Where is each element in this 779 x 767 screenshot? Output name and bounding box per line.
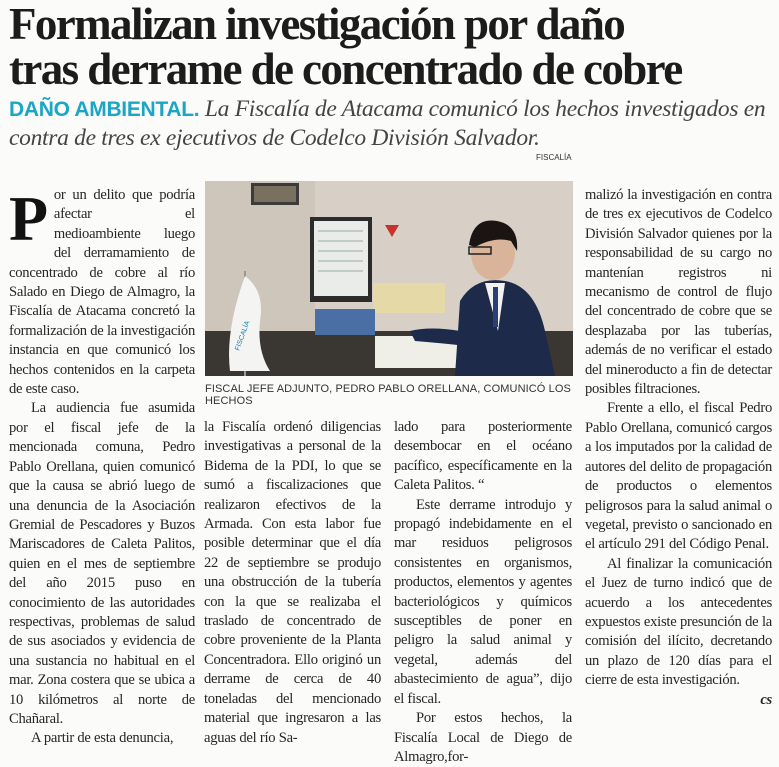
paragraph-2: La audiencia fue asumida por el fiscal jefe de la mencionada comuna, Pedro Pablo Orellana, quien comunicó que la causa se abrió luego de una denuncia de la Asociación Gremial de Pescadores y Buzos Mariscadores de Caleta Palitos, quien en el mes de septiembre del año 2015 puso en conocimiento de las autoridades respectivas, problemas de salud de sus asociados y evidencia de una sustancia no habitual en el mar. Zona costera que se ubica a 10 kilómetros al norte de Chañaral. <box>9 400 195 727</box>
lead-paragraph <box>9 95 771 152</box>
paragraph-5-start: Por estos hechos, la Fiscalía Local de Diego de Almagro,for- <box>394 710 572 765</box>
paragraph-5-continued: malizó la investigación en contra de tres ex ejecutivos de Codelco División Salvador quienes por la responsabilidad de su cargo no mantenían registros ni mecanismo de control de flujo del concentrado de cobre que se desplazaba por las tuberías, además de no verificar el estado del mineroducto a fin de detectar posibles filtraciones. <box>585 187 772 398</box>
photo-caption: FISCAL JEFE ADJUNTO, PEDRO PABLO ORELLANA, COMUNICÓ LOS HECHOS <box>205 383 571 407</box>
paragraph-3-start: A partir de esta denuncia, <box>31 730 174 747</box>
paragraph-3-continued: la Fiscalía ordenó diligencias investigativas a personal de la Bidema de la PDI, lo que se sumó a fiscalizaciones que realizaron efectivos de la Armada. Con esta labor fue posible determinar que el día 22 de septiembre se produjo una obstrucción de la tubería con la que se realizaba el traslado de concentrado de cobre proveniente de la Planta Concentradora. Ello originó un derrame de cerca de 40 toneladas del mencionado material que ingresaron a las aguas del río Sa- <box>204 419 381 746</box>
article-column-2 <box>204 418 381 748</box>
paragraph-6: Frente a ello, el fiscal Pedro Pablo Orellana, comunicó cargos a los imputados por la calidad de autores del delito de propagación de productos o elementos peligrosos para la salud animal o vegetal, previsto o sancionado en el artículo 291 del Código Penal. <box>585 400 772 553</box>
drop-cap: P <box>9 183 48 254</box>
photo-credit: FISCALÍA <box>536 153 572 162</box>
paragraph-7: Al finalizar la comunicación el Juez de turno indicó que de acuerdo a los antecedentes expuestos existe presunción de la comisión del ilícito, decretando un plazo de 120 días para el cierre de esta investigación. <box>585 555 772 689</box>
paragraph-3-end: lado para posteriormente desembocar en el océano pacífico, específicamente en la Caleta Palitos. “ <box>394 419 572 494</box>
article-column-1 <box>9 183 195 749</box>
paragraph-4: Este derrame introdujo y propagó indebidamente en el mar residuos peligrosos consistentes en organismos, productos, elementos y agentes bacteriológicos y químicos susceptibles de poner en peligro la salud animal y vegetal, además del abastecimiento de agua”, dijo el fiscal. <box>394 496 572 707</box>
end-mark: cs <box>760 691 772 708</box>
kicker: DAÑO AMBIENTAL. <box>9 98 200 121</box>
headline <box>9 2 779 92</box>
article-column-3 <box>394 418 572 767</box>
headline-line-1: Formalizan investigación por daño <box>9 0 625 49</box>
lead-text: La Fiscalía de Atacama comunicó los hechos investigados en contra de tres ex ejecutivos de Codelco División Salvador. <box>9 96 766 151</box>
article-photo <box>205 181 573 376</box>
flag-logo-text: FISCALÍA <box>234 320 252 352</box>
paragraph-1: or un delito que podría afectar el medioambiente luego del derramamiento de concentrado de cobre al río Salado en Diego de Almagro, la Fiscalía de Atacama concretó la formalización de la investigación instancia en que comunicó los hechos contenidos en la carpeta de este caso. <box>9 187 195 398</box>
article-column-4 <box>585 186 772 710</box>
headline-line-2: tras derrame de concentrado de cobre <box>9 44 682 94</box>
photo-illustration <box>205 181 573 376</box>
